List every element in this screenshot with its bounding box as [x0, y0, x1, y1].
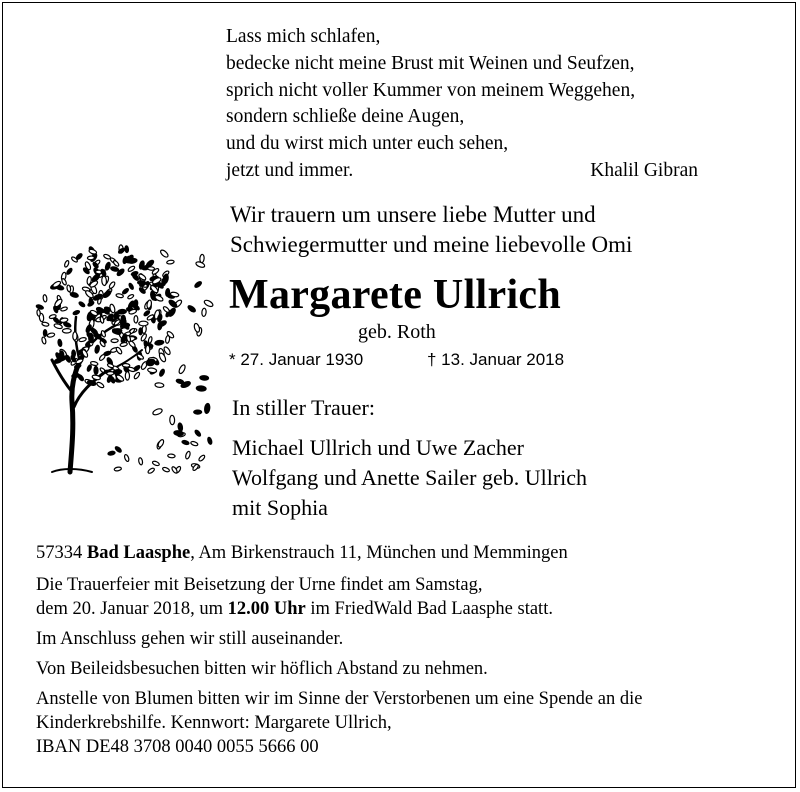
mourners-list — [232, 433, 587, 523]
address-zip: 57334 — [36, 543, 83, 563]
leaf-shape — [203, 299, 214, 308]
leaf-shape — [194, 281, 202, 289]
iban-line: IBAN DE48 3708 0040 0055 5666 00 — [36, 737, 319, 757]
leaf-shape — [114, 467, 122, 472]
leaf-shape — [147, 467, 155, 474]
leaf-shape — [128, 283, 134, 290]
info-block — [36, 541, 776, 759]
leaf-shape — [196, 386, 206, 392]
leaf-shape — [207, 437, 213, 445]
leaf-shape — [187, 305, 196, 314]
leaf-shape — [94, 345, 100, 354]
leaf-shape — [111, 339, 118, 343]
poem-author: Khalil Gibran — [590, 159, 698, 181]
leaf-shape — [47, 332, 55, 337]
ceremony-line — [36, 597, 776, 621]
leaf-shape — [168, 454, 176, 458]
leaf-shape — [103, 351, 111, 357]
leaf-shape — [42, 322, 50, 327]
leaf-shape — [86, 364, 92, 371]
leaf-shape — [65, 354, 72, 362]
leaf-shape — [194, 410, 202, 414]
leaf-shape — [157, 322, 162, 330]
leaf-shape — [78, 301, 85, 308]
leaf-shape — [125, 372, 129, 380]
leaf-shape — [127, 265, 135, 272]
leaf-shape — [182, 440, 190, 446]
leaf-shape — [185, 451, 191, 460]
death-date: † 13. Januar 2018 — [427, 350, 565, 369]
poem — [226, 24, 706, 185]
leaf-shape — [138, 457, 143, 465]
leaf-shape — [87, 256, 94, 260]
leaf-shape — [94, 366, 98, 374]
leaf-shape — [168, 299, 178, 309]
leaf-shape — [204, 403, 210, 414]
leaf-shape — [75, 253, 83, 260]
leaf-shape — [194, 429, 201, 437]
leaf-shape — [105, 262, 111, 271]
leaf-shape — [139, 321, 148, 326]
maiden-name: geb. Roth — [358, 321, 436, 343]
leaf-shape — [148, 336, 153, 343]
leaf-shape — [124, 454, 130, 462]
mourning-heading: In stiller Trauer: — [232, 395, 375, 420]
mourner-entry: mit Sophia — [232, 495, 328, 520]
poem-last-line-row — [226, 158, 706, 185]
poem-line: jetzt und immer. — [226, 159, 354, 181]
address-line — [36, 541, 776, 565]
leaf-shape — [174, 430, 184, 436]
leaf-shape — [139, 328, 143, 335]
leaf-shape — [87, 301, 94, 307]
leaf-shape — [133, 372, 140, 380]
leaf-shape — [43, 330, 47, 337]
leaf-shape — [117, 309, 126, 314]
leaf-shape — [155, 340, 165, 346]
leaf-shape — [138, 273, 147, 281]
leaf-shape — [193, 323, 200, 333]
mourner-entry: Wolfgang und Anette Sailer geb. Ullrich — [232, 465, 588, 490]
ceremony-place: im FriedWald Bad Laasphe statt. — [305, 599, 553, 619]
leaf-shape — [198, 454, 206, 462]
leaf-shape — [73, 310, 81, 316]
leaf-shape — [115, 346, 123, 354]
leaf-shape — [152, 460, 160, 466]
leaf-shape — [103, 254, 111, 260]
leaf-shape — [61, 278, 67, 286]
leaf-shape — [158, 352, 167, 363]
leaf-shape — [79, 337, 87, 342]
leaf-shape — [202, 308, 207, 317]
address-city: Bad Laasphe — [86, 543, 191, 563]
leaf-shape — [190, 441, 198, 447]
leaf-shape — [159, 369, 166, 377]
donation-note: Anstelle von Blumen bitten wir im Sinne der Verstorbenen um eine Spende an die — [36, 689, 643, 709]
intro-line: Schwiegermutter und meine liebevolle Omi — [230, 232, 633, 257]
leaf-shape — [146, 362, 154, 366]
leaf-shape — [102, 290, 112, 299]
leaf-shape — [43, 294, 48, 302]
leaf-shape — [134, 316, 138, 323]
ceremony-time: 12.00 Uhr — [227, 599, 306, 619]
leaf-shape — [155, 382, 164, 387]
leaf-shape — [152, 408, 163, 416]
leaf-shape — [165, 288, 170, 296]
ceremony-line: Die Trauerfeier mit Beisetzung der Urne findet am Samstag, — [36, 575, 483, 595]
ceremony-date: dem 20. Januar 2018, um — [36, 599, 228, 619]
leaf-shape — [157, 439, 165, 448]
leaf-shape — [176, 379, 184, 385]
leaf-shape — [101, 276, 106, 286]
leaf-shape — [37, 309, 41, 316]
leaf-shape — [148, 267, 155, 271]
leaf-shape — [64, 260, 70, 268]
windblown-tree-icon — [30, 232, 218, 482]
leaf-shape — [162, 467, 170, 473]
poem-line: und du wirst mich unter euch sehen, — [226, 133, 509, 155]
intro-line: Wir trauern um unsere liebe Mutter und — [230, 202, 596, 227]
leaf-shape — [88, 249, 97, 255]
poem-line: sprich nicht voller Kummer von meinem Weggehen, — [226, 79, 636, 101]
leaf-shape — [66, 268, 73, 276]
leaf-shape — [146, 345, 150, 353]
leaf-shape — [96, 381, 105, 388]
birth-date: * 27. Januar 1930 — [229, 350, 364, 369]
leaf-shape — [110, 266, 119, 272]
leaf-shape — [147, 367, 157, 373]
life-dates — [229, 349, 565, 371]
leaf-shape — [120, 342, 128, 347]
farewell-note: Im Anschluss gehen wir still auseinander. — [36, 629, 344, 649]
poem-line: sondern schließe deine Augen, — [226, 106, 465, 128]
leaf-shape — [113, 260, 120, 267]
deceased-name: Margarete Ullrich — [229, 272, 562, 318]
leaf-shape — [108, 281, 115, 289]
leaf-shape — [107, 371, 114, 375]
leaf-shape — [178, 364, 186, 374]
leaf-shape — [122, 288, 130, 295]
leaf-shape — [120, 323, 129, 329]
leaf-shape — [114, 446, 122, 453]
leaf-shape — [166, 260, 174, 265]
poem-line: bedecke nicht meine Brust mit Weinen und Seufzen, — [226, 52, 635, 74]
leaf-shape — [89, 333, 94, 343]
leaf-shape — [73, 332, 77, 340]
leaf-shape — [170, 415, 175, 425]
donation-note: Kinderkrebshilfe. Kennwort: Margarete Ullrich, — [36, 713, 392, 733]
leaf-shape — [63, 322, 71, 328]
mourning-intro — [230, 200, 632, 260]
leaf-shape — [159, 249, 169, 258]
leaf-shape — [62, 328, 71, 333]
leaf-shape — [58, 339, 63, 347]
leaf-shape — [138, 281, 146, 285]
leaf-shape — [200, 254, 205, 263]
leaf-shape — [108, 451, 116, 456]
mourner-entry: Michael Ullrich und Uwe Zacher — [232, 435, 524, 460]
condolence-note: Von Beileidsbesuchen bitten wir höflich Abstand zu nehmen. — [36, 659, 488, 679]
leaf-shape — [36, 304, 44, 310]
address-rest: , Am Birkenstrauch 11, München und Memmingen — [190, 543, 568, 563]
leaf-shape — [70, 292, 79, 298]
leaf-shape — [60, 306, 68, 311]
poem-line: Lass mich schlafen, — [226, 26, 381, 47]
leaf-shape — [200, 375, 209, 380]
leaf-shape — [72, 350, 76, 357]
leaf-shape — [127, 294, 134, 300]
leaf-shape — [125, 246, 129, 253]
leaf-shape — [41, 337, 46, 345]
